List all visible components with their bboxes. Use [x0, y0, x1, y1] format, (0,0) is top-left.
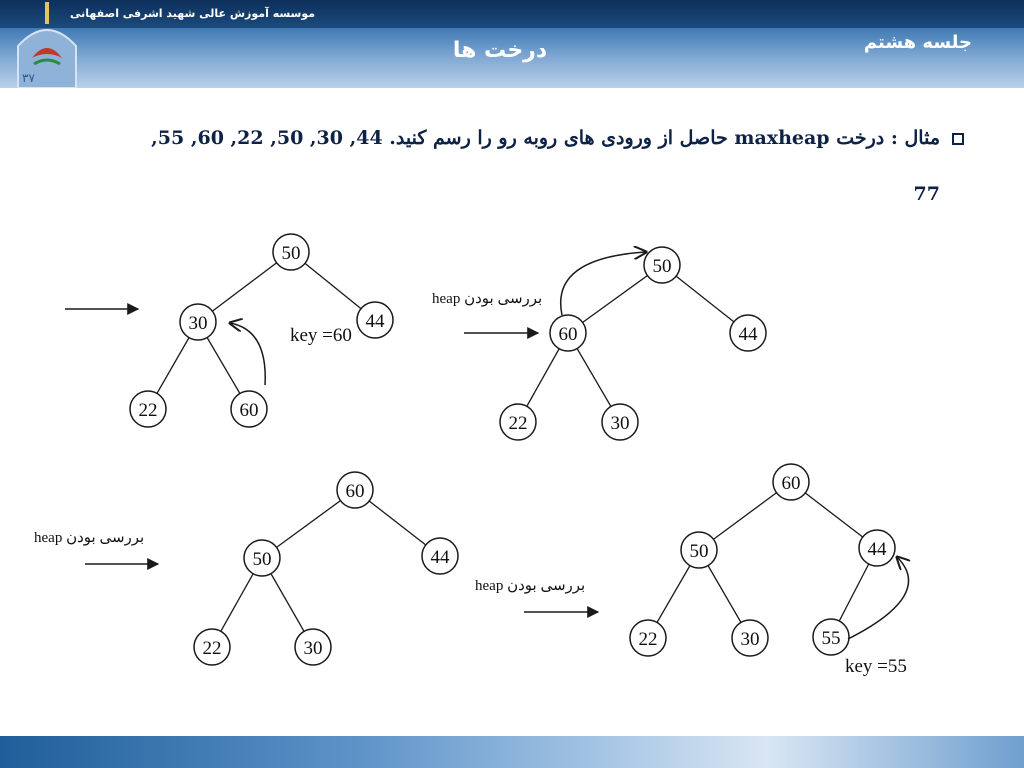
session-label: جلسه هشتم: [863, 32, 972, 53]
swap-arrow-icon: [561, 252, 646, 315]
svg-text:22: 22: [202, 638, 222, 659]
key-label: key =55: [845, 656, 907, 677]
tree4-node: [681, 532, 717, 568]
svg-text:55: 55: [821, 628, 841, 649]
tree1-node: [130, 391, 166, 427]
tree3-node: [337, 472, 373, 508]
svg-text:30: 30: [740, 629, 760, 650]
check-heap-label: heap بررسی بودن: [34, 530, 145, 546]
svg-text:60: 60: [345, 481, 365, 502]
tree4-node: [813, 619, 849, 655]
tree2-node: [730, 315, 766, 351]
svg-text:۳۷: ۳۷: [22, 71, 35, 85]
tree3-node: [244, 540, 280, 576]
svg-text:30: 30: [610, 413, 630, 434]
slide-footer: [0, 736, 1024, 768]
svg-text:22: 22: [138, 400, 158, 421]
tree-1: [65, 234, 393, 427]
svg-text:50: 50: [652, 256, 672, 277]
tree2-node: [602, 404, 638, 440]
slide-title: درخت ها: [452, 38, 548, 63]
svg-text:22: 22: [638, 629, 658, 650]
tree3-node: [422, 538, 458, 574]
tree1-node: [180, 304, 216, 340]
tree-2: [432, 247, 766, 440]
svg-text:50: 50: [281, 243, 301, 264]
svg-text:50: 50: [689, 541, 709, 562]
svg-text:44: 44: [738, 324, 758, 345]
tree2-node: [550, 315, 586, 351]
example-line-2: 77: [913, 183, 940, 205]
example-line-1: مثال : درخت maxheap حاصل از ورودی های روبه رو را رسم کنید. 44, 30, 50, 22, 60, 55,: [151, 127, 940, 149]
svg-text:50: 50: [252, 549, 272, 570]
key-label: key =60: [290, 325, 352, 346]
svg-text:44: 44: [867, 539, 887, 560]
swap-arrow-icon: [230, 323, 265, 385]
tree1-node: [357, 302, 393, 338]
svg-text:30: 30: [188, 313, 208, 334]
tree4-node: [773, 464, 809, 500]
tree4-node: [732, 620, 768, 656]
tree3-node: [295, 629, 331, 665]
tree2-node: [644, 247, 680, 283]
tree1-node: [273, 234, 309, 270]
swap-arrow-icon: [848, 557, 909, 639]
svg-text:22: 22: [508, 413, 528, 434]
tree4-node: [859, 530, 895, 566]
svg-text:44: 44: [430, 547, 450, 568]
svg-text:60: 60: [239, 400, 259, 421]
institute-name: موسسه آموزش عالی شهید اشرفی اصفهانی: [70, 7, 316, 20]
tree2-node: [500, 404, 536, 440]
tree1-node: [231, 391, 267, 427]
svg-text:60: 60: [558, 324, 578, 345]
svg-text:44: 44: [365, 311, 385, 332]
check-heap-label: heap بررسی بودن: [432, 291, 543, 307]
check-heap-label: heap بررسی بودن: [475, 578, 586, 594]
tree4-node: [630, 620, 666, 656]
tree3-node: [194, 629, 230, 665]
tree-3: [34, 472, 458, 665]
svg-text:60: 60: [781, 473, 801, 494]
tree-4: [475, 464, 909, 677]
svg-text:30: 30: [303, 638, 323, 659]
